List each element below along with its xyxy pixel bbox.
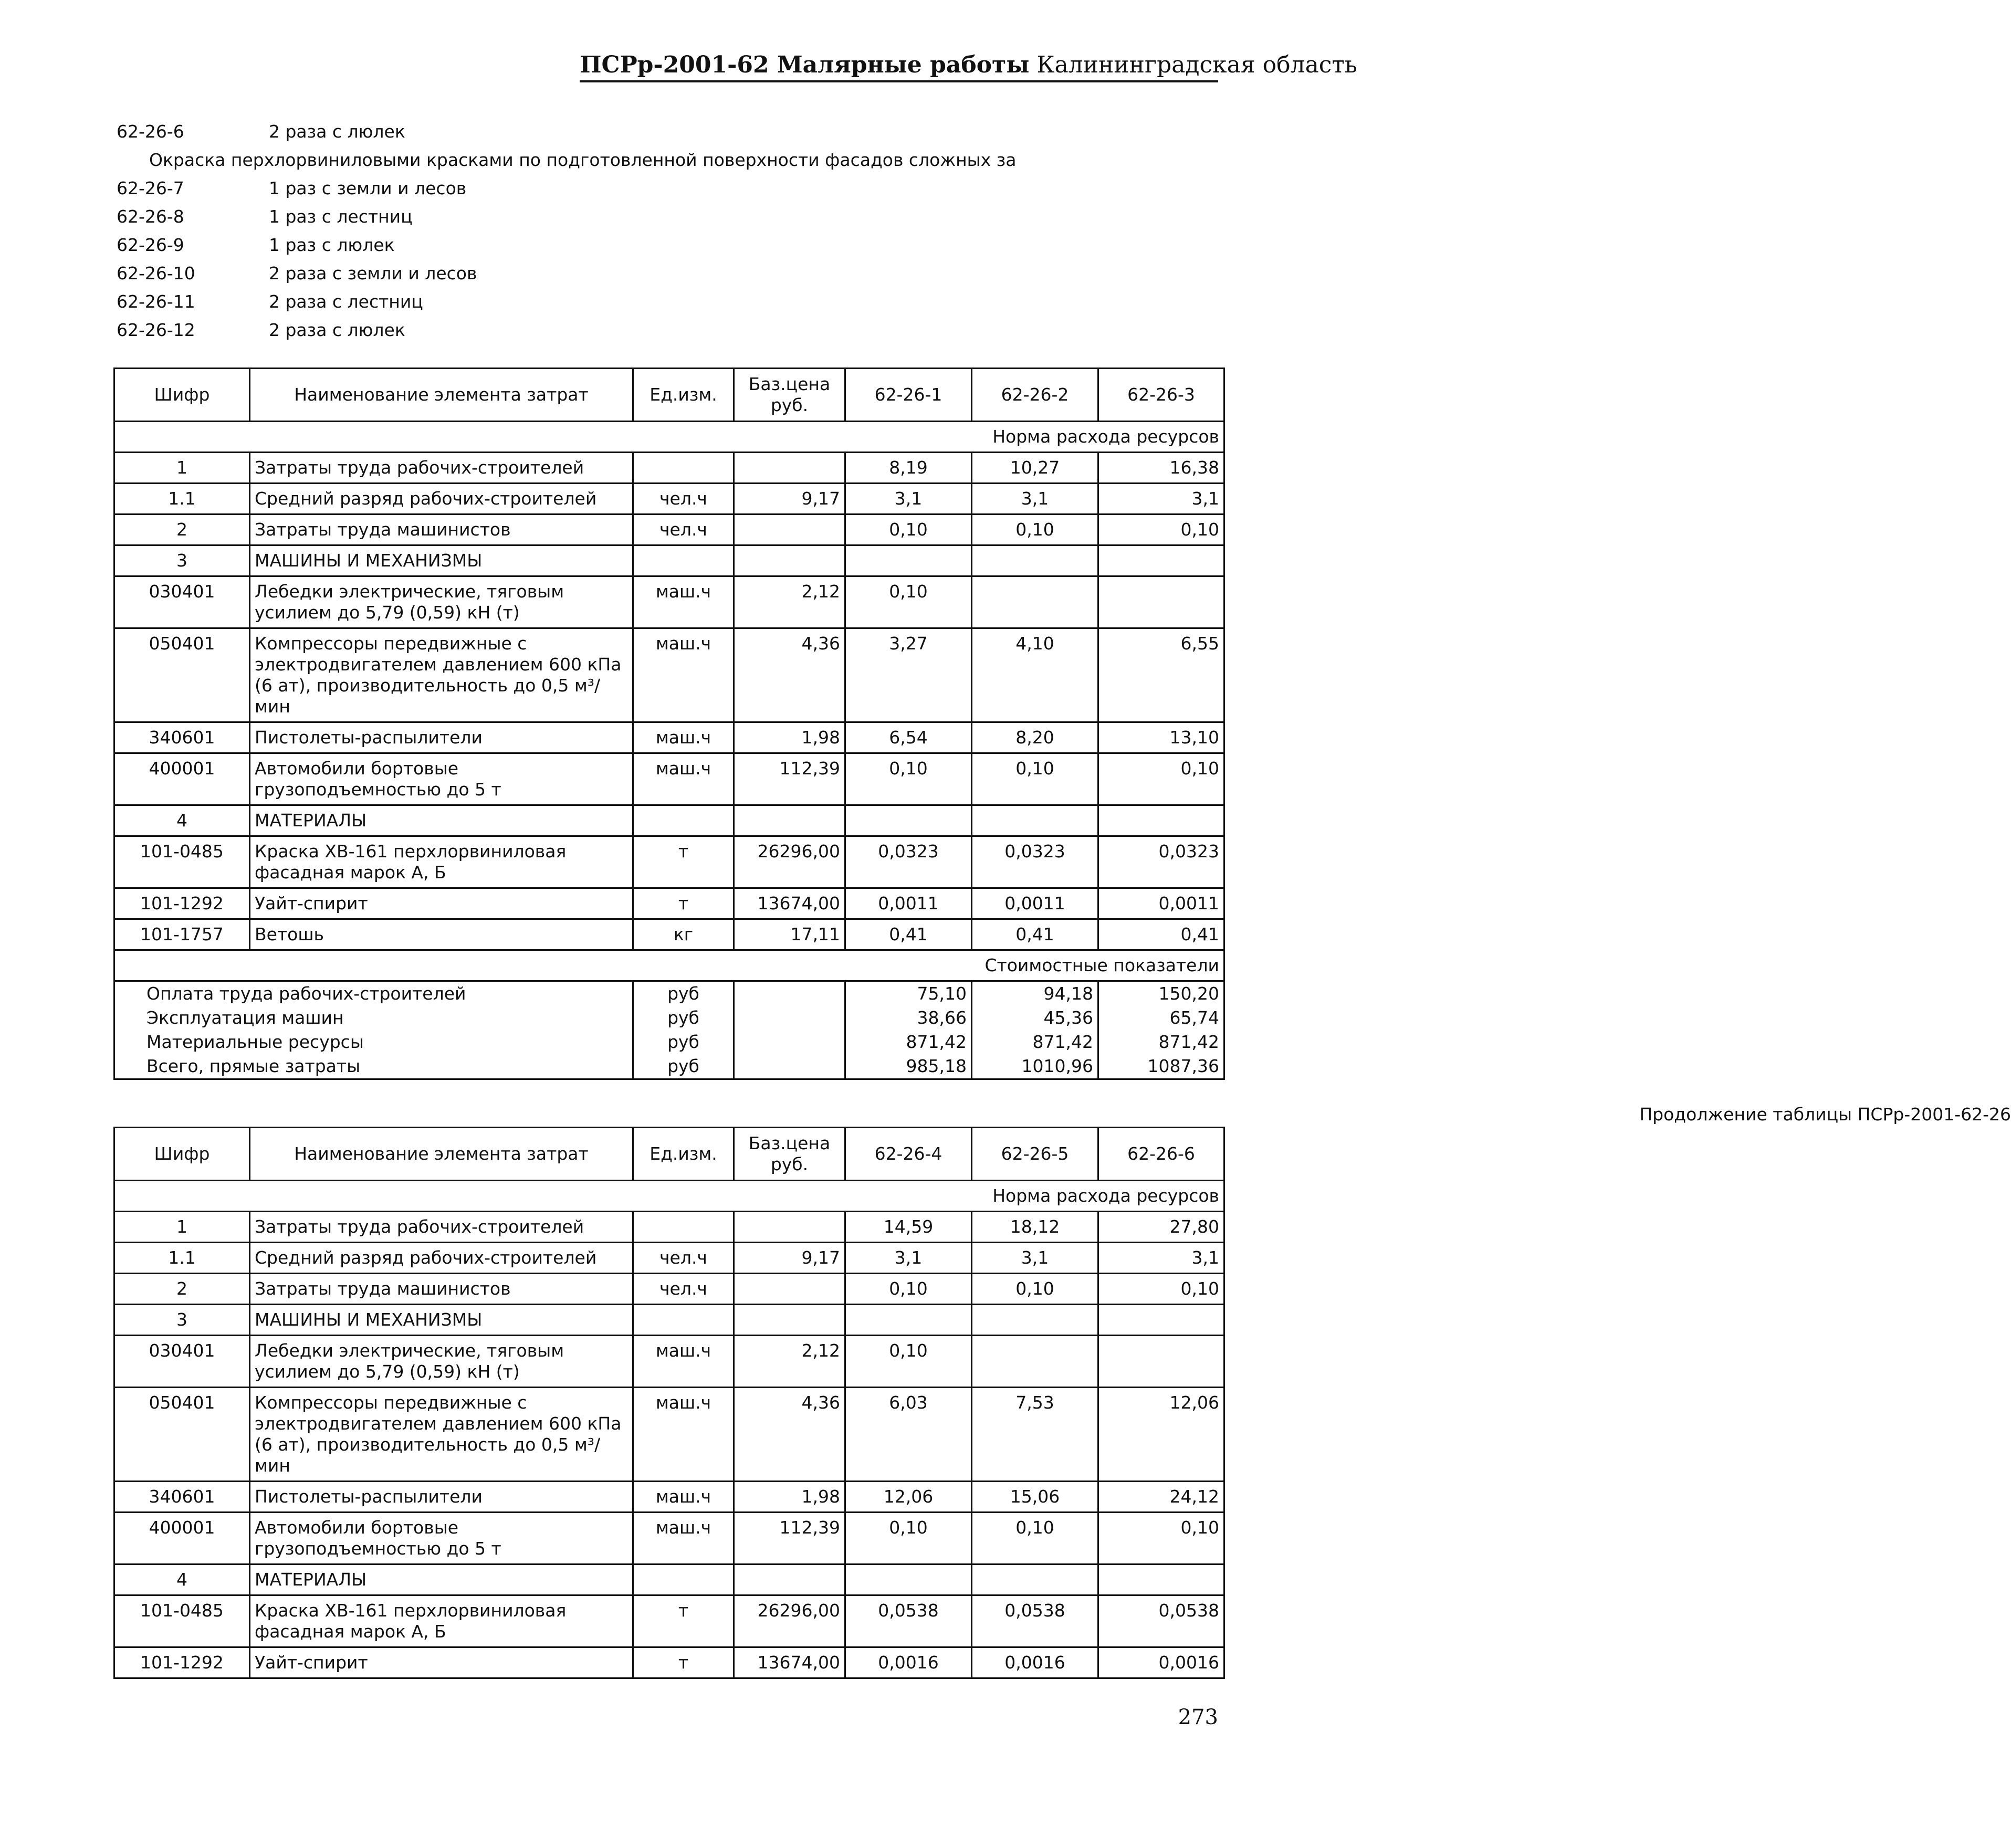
row-value: 6,03 xyxy=(845,1388,972,1482)
totals-value: 1087,36 xyxy=(1098,1054,1224,1079)
continuation-caption: Продолжение таблицы ПСРр-2001-62-26 xyxy=(1639,1104,2011,1125)
row-name: Затраты труда рабочих-строителей xyxy=(250,1212,633,1243)
totals-value: 871,42 xyxy=(972,1030,1098,1054)
row-price xyxy=(734,1305,845,1336)
work-group-heading: Окраска перхлорвиниловыми красками по подготовленной поверхности фасадов сложных за xyxy=(149,150,1017,170)
row-unit xyxy=(633,1564,734,1595)
totals-value: 871,42 xyxy=(1098,1030,1224,1054)
col-header-name: Наименование элемента затрат xyxy=(250,1128,633,1181)
section-row xyxy=(114,950,1224,981)
row-value: 0,0323 xyxy=(972,836,1098,888)
row-code: 400001 xyxy=(114,753,250,805)
table-row xyxy=(114,805,1224,836)
row-value: 13,10 xyxy=(1098,722,1224,753)
row-value: 0,0016 xyxy=(845,1647,972,1678)
row-value: 14,59 xyxy=(845,1212,972,1243)
row-value xyxy=(972,1564,1098,1595)
row-value: 0,0323 xyxy=(1098,836,1224,888)
row-code: 050401 xyxy=(114,628,250,722)
item-code: 62-26-8 xyxy=(117,206,184,227)
col-header-code: Шифр xyxy=(114,1128,250,1181)
row-price xyxy=(734,514,845,545)
table-row xyxy=(114,1305,1224,1336)
table-row xyxy=(114,1212,1224,1243)
row-value xyxy=(972,805,1098,836)
item-text: 1 раз с лестниц xyxy=(269,206,413,227)
row-value: 0,0016 xyxy=(972,1647,1098,1678)
totals-row xyxy=(114,1030,1224,1054)
totals-label: Эксплуатация машин xyxy=(114,1006,633,1030)
row-unit: т xyxy=(633,1647,734,1678)
row-code: 2 xyxy=(114,1274,250,1305)
row-price: 17,11 xyxy=(734,919,845,950)
row-name: Средний разряд рабочих-строителей xyxy=(250,484,633,514)
row-value xyxy=(972,1305,1098,1336)
totals-row xyxy=(114,1054,1224,1079)
row-code: 340601 xyxy=(114,1482,250,1513)
row-value xyxy=(1098,576,1224,628)
section-label-costs: Стоимостные показатели xyxy=(114,950,1224,981)
col-header-unit: Ед.изм. xyxy=(633,369,734,422)
row-code: 4 xyxy=(114,1564,250,1595)
table-row xyxy=(114,576,1224,628)
row-price: 1,98 xyxy=(734,722,845,753)
row-value: 0,10 xyxy=(972,1513,1098,1564)
row-value: 8,20 xyxy=(972,722,1098,753)
item-text: 2 раза с люлек xyxy=(269,121,405,142)
table-row xyxy=(114,1482,1224,1513)
totals-value: 1010,96 xyxy=(972,1054,1098,1079)
item-text: 2 раза с земли и лесов xyxy=(269,263,477,284)
item-code: 62-26-12 xyxy=(117,320,195,340)
row-price: 9,17 xyxy=(734,1243,845,1274)
row-name: Автомобили бортовые грузоподъемностью до 5 т xyxy=(250,753,633,805)
table-row xyxy=(114,836,1224,888)
row-value: 18,12 xyxy=(972,1212,1098,1243)
row-name: Уайт-спирит xyxy=(250,888,633,919)
list-item xyxy=(117,203,1230,231)
row-name: Ветошь xyxy=(250,919,633,950)
row-value: 0,10 xyxy=(845,576,972,628)
row-code: 3 xyxy=(114,545,250,576)
col-header-norm-6: 62-26-6 xyxy=(1098,1128,1224,1181)
item-code: 62-26-6 xyxy=(117,121,184,142)
row-unit: маш.ч xyxy=(633,1336,734,1388)
row-value: 0,0538 xyxy=(845,1595,972,1647)
row-code: 1 xyxy=(114,453,250,484)
row-value: 0,10 xyxy=(1098,753,1224,805)
row-price: 2,12 xyxy=(734,576,845,628)
row-value: 12,06 xyxy=(1098,1388,1224,1482)
row-code: 400001 xyxy=(114,1513,250,1564)
totals-unit: руб xyxy=(633,1054,734,1079)
row-code: 101-0485 xyxy=(114,1595,250,1647)
empty-cell xyxy=(734,1054,845,1079)
row-unit: маш.ч xyxy=(633,628,734,722)
totals-value: 75,10 xyxy=(845,981,972,1006)
empty-cell xyxy=(734,1030,845,1054)
row-value: 7,53 xyxy=(972,1388,1098,1482)
row-code: 4 xyxy=(114,805,250,836)
row-value: 0,41 xyxy=(972,919,1098,950)
row-value: 0,10 xyxy=(845,753,972,805)
row-value: 0,10 xyxy=(972,753,1098,805)
row-name: МАТЕРИАЛЫ xyxy=(250,805,633,836)
empty-cell xyxy=(734,1006,845,1030)
col-header-unit: Ед.изм. xyxy=(633,1128,734,1181)
row-name: МАШИНЫ И МЕХАНИЗМЫ xyxy=(250,545,633,576)
totals-label: Оплата труда рабочих-строителей xyxy=(114,981,633,1006)
table-row xyxy=(114,1243,1224,1274)
row-value xyxy=(1098,1564,1224,1595)
row-name: МАШИНЫ И МЕХАНИЗМЫ xyxy=(250,1305,633,1336)
totals-label: Материальные ресурсы xyxy=(114,1030,633,1054)
row-unit: кг xyxy=(633,919,734,950)
list-item xyxy=(117,316,1230,344)
table-row xyxy=(114,919,1224,950)
row-value xyxy=(972,545,1098,576)
row-value: 6,55 xyxy=(1098,628,1224,722)
row-value: 0,41 xyxy=(1098,919,1224,950)
row-value: 4,10 xyxy=(972,628,1098,722)
row-value: 0,10 xyxy=(845,1336,972,1388)
row-code: 101-1757 xyxy=(114,919,250,950)
row-unit: чел.ч xyxy=(633,514,734,545)
row-price: 26296,00 xyxy=(734,836,845,888)
col-header-code: Шифр xyxy=(114,369,250,422)
row-value: 3,1 xyxy=(972,1243,1098,1274)
table-row xyxy=(114,453,1224,484)
row-value: 0,0538 xyxy=(1098,1595,1224,1647)
row-value xyxy=(1098,545,1224,576)
row-unit: маш.ч xyxy=(633,722,734,753)
row-value xyxy=(1098,1305,1224,1336)
row-unit: т xyxy=(633,1595,734,1647)
totals-value: 150,20 xyxy=(1098,981,1224,1006)
row-name: Затраты труда машинистов xyxy=(250,1274,633,1305)
table-row xyxy=(114,1595,1224,1647)
table-row xyxy=(114,628,1224,722)
row-code: 1.1 xyxy=(114,484,250,514)
table-header-row xyxy=(114,1128,1224,1181)
row-price xyxy=(734,1212,845,1243)
row-code: 3 xyxy=(114,1305,250,1336)
row-name: Уайт-спирит xyxy=(250,1647,633,1678)
totals-value: 45,36 xyxy=(972,1006,1098,1030)
totals-label: Всего, прямые затраты xyxy=(114,1054,633,1079)
totals-value: 38,66 xyxy=(845,1006,972,1030)
totals-row xyxy=(114,981,1224,1006)
table-row xyxy=(114,722,1224,753)
row-value xyxy=(845,545,972,576)
row-unit: маш.ч xyxy=(633,1513,734,1564)
row-name: Краска ХВ-161 перхлорвиниловая фасадная марок А, Б xyxy=(250,836,633,888)
row-name: Затраты труда рабочих-строителей xyxy=(250,453,633,484)
row-value: 0,10 xyxy=(972,514,1098,545)
row-price: 4,36 xyxy=(734,1388,845,1482)
work-items-list xyxy=(117,118,1230,344)
row-code: 340601 xyxy=(114,722,250,753)
row-price: 9,17 xyxy=(734,484,845,514)
row-price xyxy=(734,545,845,576)
resource-norms-table-1 xyxy=(113,368,1225,1080)
row-value: 0,10 xyxy=(845,1274,972,1305)
row-value: 0,0011 xyxy=(845,888,972,919)
page-number: 273 xyxy=(1178,1705,1218,1729)
row-code: 101-1292 xyxy=(114,888,250,919)
item-text: 1 раз с земли и лесов xyxy=(269,178,467,198)
row-code: 030401 xyxy=(114,1336,250,1388)
row-value: 0,10 xyxy=(1098,1274,1224,1305)
row-price: 26296,00 xyxy=(734,1595,845,1647)
row-value: 0,10 xyxy=(1098,514,1224,545)
col-header-norm-3: 62-26-3 xyxy=(1098,369,1224,422)
item-code: 62-26-10 xyxy=(117,263,195,284)
col-header-price: Баз.цена руб. xyxy=(734,369,845,422)
totals-unit: руб xyxy=(633,1030,734,1054)
row-unit: чел.ч xyxy=(633,1274,734,1305)
row-value: 3,1 xyxy=(1098,484,1224,514)
totals-row xyxy=(114,1006,1224,1030)
row-price: 13674,00 xyxy=(734,1647,845,1678)
section-label-norms: Норма расхода ресурсов xyxy=(114,422,1224,453)
row-price xyxy=(734,453,845,484)
row-value xyxy=(972,1336,1098,1388)
col-header-norm-5: 62-26-5 xyxy=(972,1128,1098,1181)
row-unit: маш.ч xyxy=(633,1388,734,1482)
item-text: 1 раз с люлек xyxy=(269,235,395,255)
section-row xyxy=(114,1181,1224,1212)
row-value: 3,1 xyxy=(1098,1243,1224,1274)
row-value: 27,80 xyxy=(1098,1212,1224,1243)
row-value: 6,54 xyxy=(845,722,972,753)
row-name: Компрессоры передвижные с электродвигателем давлением 600 кПа (6 ат), производительность до 0,5 м³/мин xyxy=(250,628,633,722)
row-value: 0,41 xyxy=(845,919,972,950)
totals-value: 871,42 xyxy=(845,1030,972,1054)
row-name: Автомобили бортовые грузоподъемностью до 5 т xyxy=(250,1513,633,1564)
table-row xyxy=(114,1274,1224,1305)
row-code: 030401 xyxy=(114,576,250,628)
row-unit: т xyxy=(633,836,734,888)
list-item xyxy=(117,259,1230,288)
row-price xyxy=(734,805,845,836)
table-row xyxy=(114,888,1224,919)
item-code: 62-26-11 xyxy=(117,291,195,312)
item-text: 2 раза с лестниц xyxy=(269,291,423,312)
row-unit xyxy=(633,545,734,576)
table-header-row xyxy=(114,369,1224,422)
row-value: 0,10 xyxy=(1098,1513,1224,1564)
totals-unit: руб xyxy=(633,1006,734,1030)
row-unit: маш.ч xyxy=(633,753,734,805)
table-row xyxy=(114,514,1224,545)
col-header-name: Наименование элемента затрат xyxy=(250,369,633,422)
section-label-norms: Норма расхода ресурсов xyxy=(114,1181,1224,1212)
col-header-norm-2: 62-26-2 xyxy=(972,369,1098,422)
col-header-norm-4: 62-26-4 xyxy=(845,1128,972,1181)
row-value: 3,1 xyxy=(972,484,1098,514)
row-value: 15,06 xyxy=(972,1482,1098,1513)
empty-cell xyxy=(734,981,845,1006)
row-name: Затраты труда машинистов xyxy=(250,514,633,545)
resource-norms-table-2 xyxy=(113,1127,1225,1679)
row-value: 0,0016 xyxy=(1098,1647,1224,1678)
page-header xyxy=(580,51,1357,82)
row-value: 3,27 xyxy=(845,628,972,722)
row-value: 10,27 xyxy=(972,453,1098,484)
list-item xyxy=(117,288,1230,316)
row-price: 112,39 xyxy=(734,1513,845,1564)
table-body xyxy=(114,422,1224,1079)
row-name: Средний разряд рабочих-строителей xyxy=(250,1243,633,1274)
row-unit: т xyxy=(633,888,734,919)
row-unit xyxy=(633,1212,734,1243)
row-value: 0,10 xyxy=(972,1274,1098,1305)
row-name: Лебедки электрические, тяговым усилием до 5,79 (0,59) кН (т) xyxy=(250,576,633,628)
row-price: 1,98 xyxy=(734,1482,845,1513)
row-name: Компрессоры передвижные с электродвигателем давлением 600 кПа (6 ат), производительность до 0,5 м³/мин xyxy=(250,1388,633,1482)
table-row xyxy=(114,753,1224,805)
row-value: 12,06 xyxy=(845,1482,972,1513)
row-value: 0,0323 xyxy=(845,836,972,888)
table-row xyxy=(114,1513,1224,1564)
row-code: 2 xyxy=(114,514,250,545)
row-name: Пистолеты-распылители xyxy=(250,1482,633,1513)
row-name: Краска ХВ-161 перхлорвиниловая фасадная марок А, Б xyxy=(250,1595,633,1647)
col-header-price: Баз.цена руб. xyxy=(734,1128,845,1181)
col-header-norm-1: 62-26-1 xyxy=(845,369,972,422)
row-value: 3,1 xyxy=(845,484,972,514)
row-unit: маш.ч xyxy=(633,576,734,628)
item-code: 62-26-7 xyxy=(117,178,184,198)
row-value: 16,38 xyxy=(1098,453,1224,484)
row-value: 0,0538 xyxy=(972,1595,1098,1647)
row-unit: маш.ч xyxy=(633,1482,734,1513)
row-code: 101-0485 xyxy=(114,836,250,888)
row-price: 2,12 xyxy=(734,1336,845,1388)
item-text: 2 раза с люлек xyxy=(269,320,405,340)
row-value: 0,10 xyxy=(845,1513,972,1564)
row-price: 4,36 xyxy=(734,628,845,722)
region-label: Калининградская область xyxy=(1036,51,1357,78)
list-item xyxy=(117,118,1230,146)
document-title: ПСРр-2001-62 Малярные работы xyxy=(580,51,1030,78)
row-name: Пистолеты-распылители xyxy=(250,722,633,753)
table-row xyxy=(114,1647,1224,1678)
table-row xyxy=(114,1388,1224,1482)
totals-value: 65,74 xyxy=(1098,1006,1224,1030)
row-price xyxy=(734,1564,845,1595)
row-price xyxy=(734,1274,845,1305)
row-value: 0,10 xyxy=(845,514,972,545)
section-row xyxy=(114,422,1224,453)
list-item xyxy=(117,231,1230,259)
row-value: 0,0011 xyxy=(1098,888,1224,919)
list-item xyxy=(117,174,1230,203)
row-code: 101-1292 xyxy=(114,1647,250,1678)
totals-unit: руб xyxy=(633,981,734,1006)
row-code: 050401 xyxy=(114,1388,250,1482)
row-value: 8,19 xyxy=(845,453,972,484)
row-unit: чел.ч xyxy=(633,484,734,514)
row-value xyxy=(972,576,1098,628)
row-value xyxy=(845,1564,972,1595)
row-name: Лебедки электрические, тяговым усилием до 5,79 (0,59) кН (т) xyxy=(250,1336,633,1388)
table-body xyxy=(114,1181,1224,1678)
row-value xyxy=(845,1305,972,1336)
row-name: МАТЕРИАЛЫ xyxy=(250,1564,633,1595)
table-row xyxy=(114,545,1224,576)
totals-value: 985,18 xyxy=(845,1054,972,1079)
totals-value: 94,18 xyxy=(972,981,1098,1006)
row-price: 112,39 xyxy=(734,753,845,805)
row-unit xyxy=(633,1305,734,1336)
row-price: 13674,00 xyxy=(734,888,845,919)
table-row xyxy=(114,1564,1224,1595)
row-value xyxy=(845,805,972,836)
row-value: 24,12 xyxy=(1098,1482,1224,1513)
row-value xyxy=(1098,805,1224,836)
row-unit: чел.ч xyxy=(633,1243,734,1274)
row-value: 3,1 xyxy=(845,1243,972,1274)
row-unit xyxy=(633,805,734,836)
row-value: 0,0011 xyxy=(972,888,1098,919)
table-row xyxy=(114,484,1224,514)
table-row xyxy=(114,1336,1224,1388)
item-code: 62-26-9 xyxy=(117,235,184,255)
row-code: 1 xyxy=(114,1212,250,1243)
row-code: 1.1 xyxy=(114,1243,250,1274)
row-unit xyxy=(633,453,734,484)
row-value xyxy=(1098,1336,1224,1388)
